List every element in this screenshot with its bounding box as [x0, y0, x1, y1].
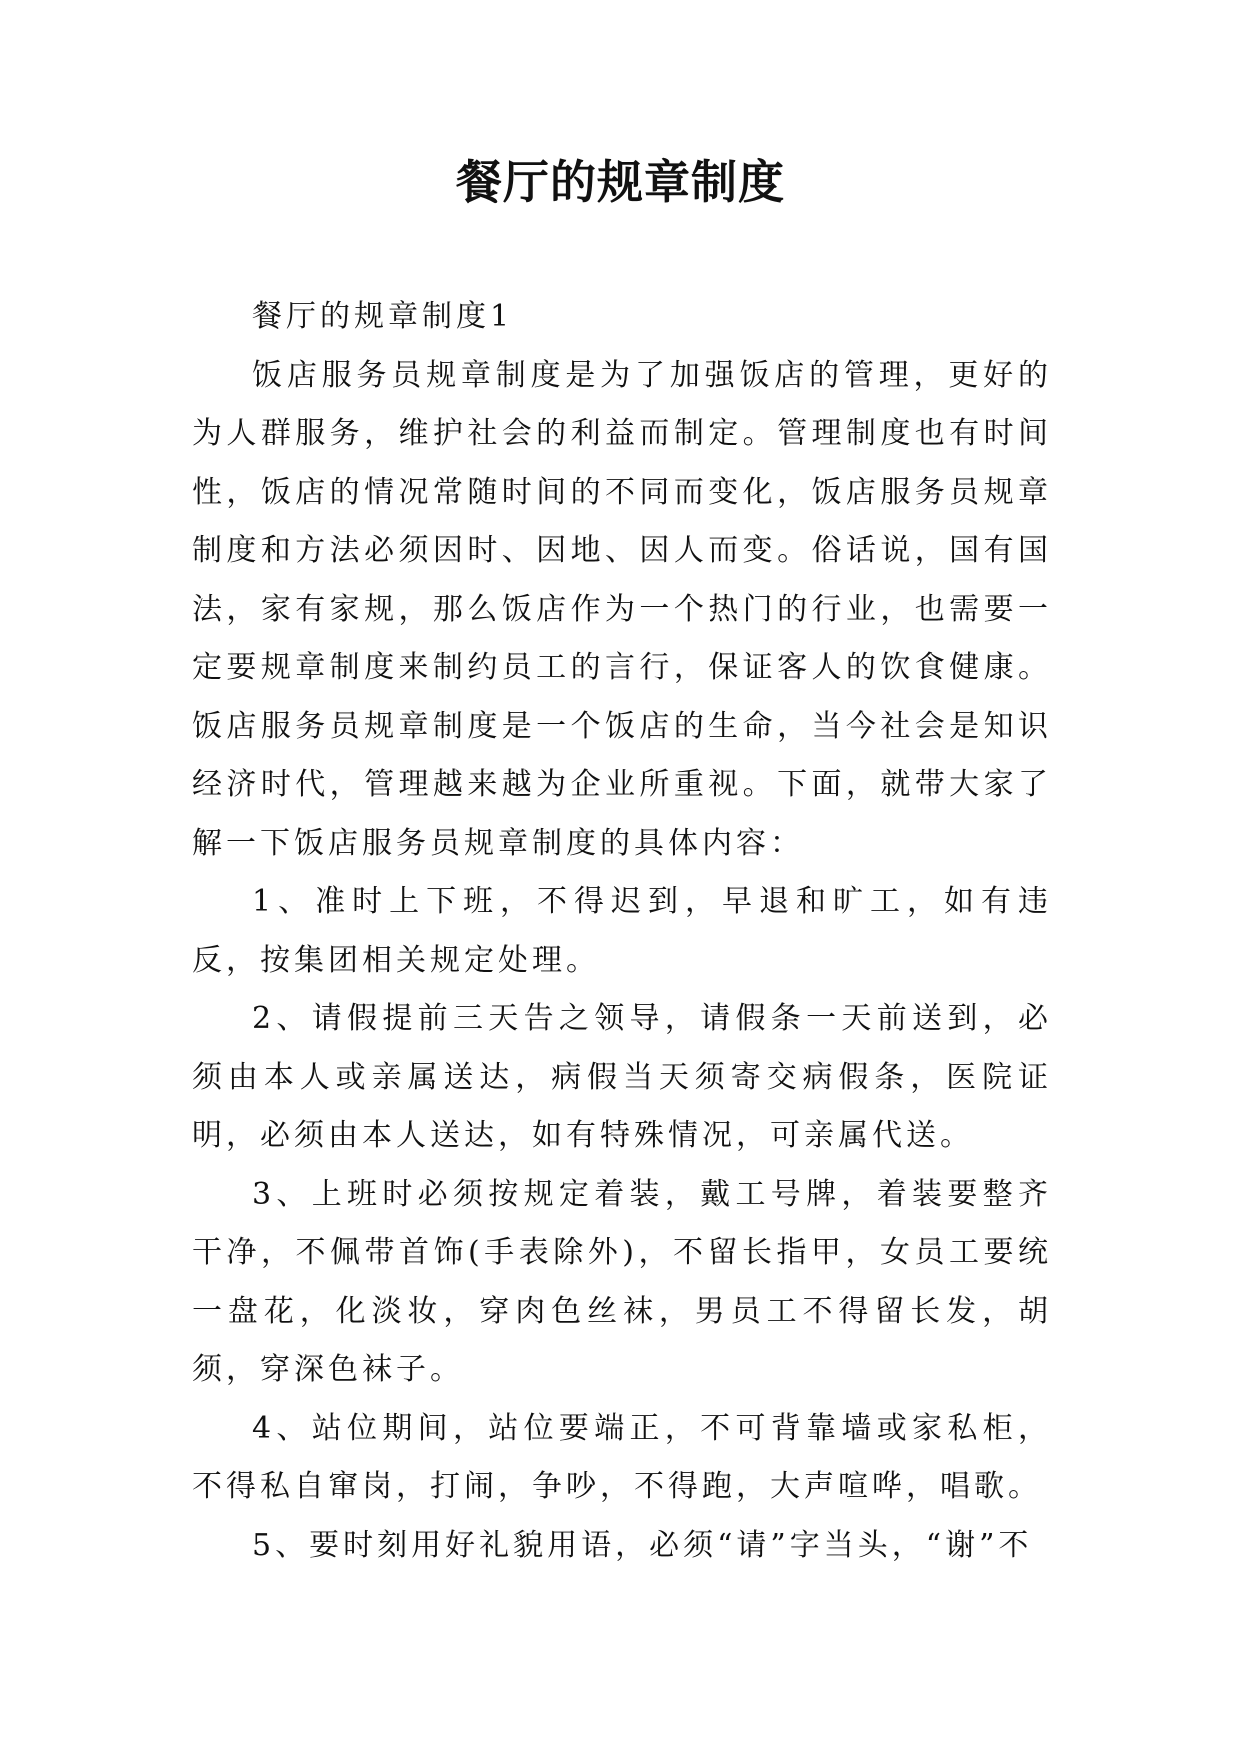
- rule-paragraph: 5、要时刻用好礼貌用语，必须“请”字当头，“谢”不: [252, 1527, 1033, 1563]
- document-body: [192, 288, 1052, 1575]
- rule-paragraph: 2、请假提前三天告之领导，请假条一天前送到，必须由本人或亲属送达，病假当天须寄交病假条，医院证明，必须由本人送达，如有特殊情况，可亲属代送。: [192, 1001, 1052, 1153]
- section-heading: 餐厅的规章制度1: [252, 299, 514, 334]
- intro-paragraph: 饭店服务员规章制度是为了加强饭店的管理，更好的为人群服务，维护社会的利益而制定。管理制度也有时间性，饭店的情况常随时间的不同而变化，饭店服务员规章制度和方法必须因时、因地、因人而变。俗话说，国有国法，家有家规，那么饭店作为一个热门的行业，也需要一定要规章制度来制约员工的言行，保证客人的饮食健康。饭店服务员规章制度是一个饭店的生命，当今社会是知识经济时代，管理越来越为企业所重视。下面，就带大家了解一下饭店服务员规章制度的具体内容：: [192, 357, 1052, 861]
- rule-paragraph: 4、站位期间，站位要端正，不可背靠墙或家私柜，不得私自窜岗，打闹，争吵，不得跑，大声喧哗，唱歌。: [192, 1410, 1052, 1504]
- rule-paragraph: 1、准时上下班，不得迟到，早退和旷工，如有违反，按集团相关规定处理。: [192, 884, 1052, 978]
- rule-paragraph: 3、上班时必须按规定着装，戴工号牌，着装要整齐干净，不佩带首饰(手表除外)，不留长指甲，女员工要统一盘花，化淡妆，穿肉色丝袜，男员工不得留长发，胡须，穿深色袜子。: [192, 1176, 1052, 1387]
- document-title: 餐厅的规章制度: [456, 155, 785, 209]
